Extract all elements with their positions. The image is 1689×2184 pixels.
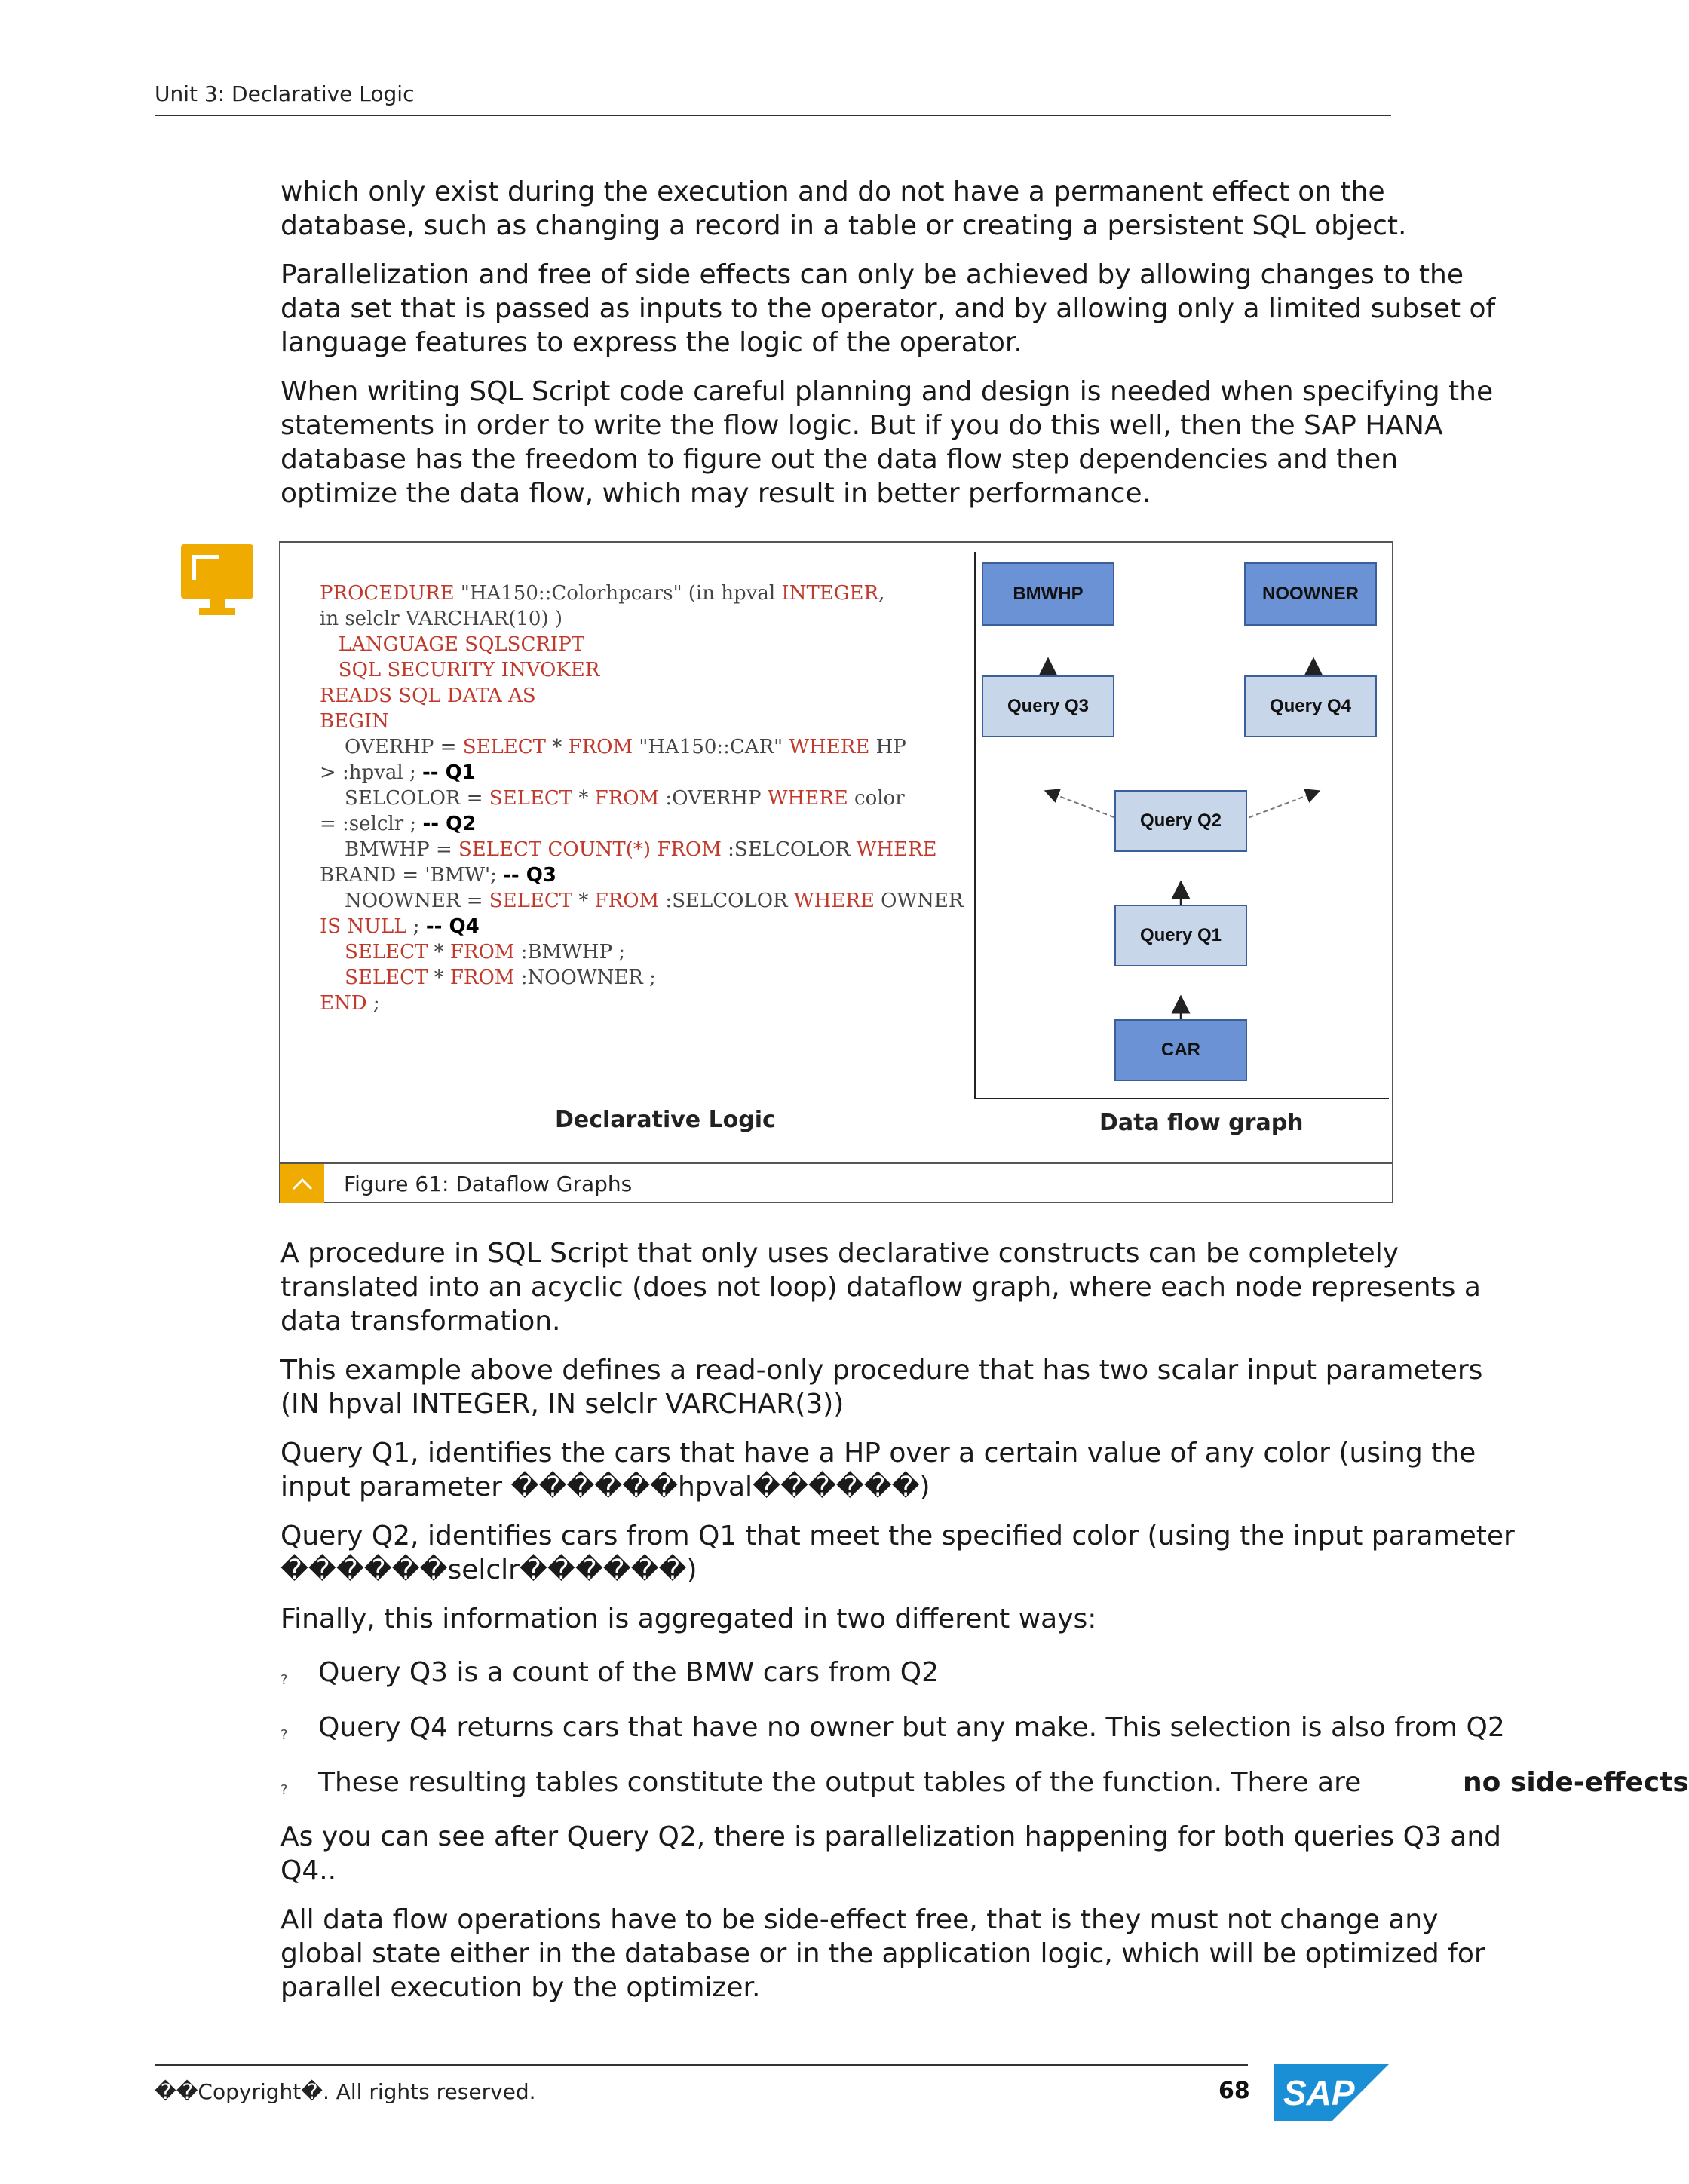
- closing-text: [280, 1820, 1517, 2020]
- node-query-q1: Query Q1: [1114, 905, 1247, 966]
- bullet-text: Query Q4 returns cars that have no owner but any make. This selection is also from Q2: [318, 1712, 1505, 1743]
- node-car: CAR: [1114, 1019, 1247, 1081]
- sap-logo-text: SAP: [1283, 2073, 1355, 2112]
- paragraph: A procedure in SQL Script that only uses declarative constructs can be completely translated into an acyclic (does not loop) dataflow graph, where each node represents a data transformation.: [280, 1238, 1481, 1337]
- chevron-up-icon: [292, 1177, 313, 1190]
- declarative-logic-label: Declarative Logic: [555, 1107, 776, 1133]
- node-query-q3: Query Q3: [982, 675, 1114, 737]
- collapse-caption-button[interactable]: [280, 1164, 324, 1203]
- paragraph: As you can see after Query Q2, there is parallelization happening for both queries Q3 and Q4..: [280, 1821, 1502, 1886]
- bullet-bold-text: no side-effects: [1463, 1767, 1689, 1798]
- node-noowner: NOOWNER: [1244, 562, 1377, 626]
- explanation-text: [280, 1236, 1517, 1651]
- bullet-mark: ?: [280, 1672, 288, 1688]
- paragraph: When writing SQL Script code careful planning and design is needed when specifying the statements in order to write the flow logic. But if you do this well, then the SAP HANA database has the freedom to figure out the data flow step dependencies and then optimize the data flow, which may result in better performance.: [280, 376, 1494, 509]
- paragraph: All data flow operations have to be side-effect free, that is they must not change any global state either in the database or in the application logic, which will be optimized for parallel execution by the optimizer.: [280, 1904, 1485, 2003]
- paragraph: Query Q2, identifies cars from Q1 that meet the specified color (using the input parameter ������selclr������): [280, 1521, 1515, 1585]
- running-header: Unit 3: Declarative Logic: [155, 81, 415, 106]
- monitor-icon: [181, 544, 253, 617]
- header-rule: [155, 115, 1391, 116]
- figure-dataflow-graphs: [279, 541, 1393, 1203]
- node-query-q2: Query Q2: [1114, 790, 1247, 852]
- intro-text: [280, 175, 1517, 525]
- paragraph: Parallelization and free of side effects can only be achieved by allowing changes to the data set that is passed as inputs to the operator, and by allowing only a limited subset of language features to express the logic of the operator.: [280, 259, 1496, 358]
- page-number: 68: [1218, 2078, 1250, 2104]
- figure-caption-bar: [280, 1162, 1392, 1203]
- sap-logo: [1274, 2064, 1389, 2121]
- bullet-mark: ?: [280, 1727, 288, 1743]
- bullet-text: Query Q3 is a count of the BMW cars from Q2: [318, 1657, 940, 1688]
- dataflow-graph: [974, 552, 1389, 1099]
- node-query-q4: Query Q4: [1244, 675, 1377, 737]
- paragraph: This example above defines a read-only procedure that has two scalar input parameters (IN hpval INTEGER, IN selclr VARCHAR(3)): [280, 1355, 1483, 1420]
- bullet-text: These resulting tables constitute the output tables of the function. There are: [318, 1767, 1362, 1798]
- list-item: [280, 1656, 1517, 1711]
- copyright-notice: ��Copyright�. All rights reserved.: [155, 2079, 536, 2104]
- figure-caption: Figure 61: Dataflow Graphs: [344, 1172, 633, 1196]
- paragraph: Query Q1, identifies the cars that have a HP over a certain value of any color (using the input parameter ������hpval������): [280, 1438, 1476, 1502]
- data-flow-graph-label: Data flow graph: [1099, 1110, 1304, 1136]
- footer-rule: [155, 2064, 1248, 2066]
- node-bmwhp: BMWHP: [982, 562, 1114, 626]
- bullet-list: [280, 1656, 1689, 1821]
- paragraph: which only exist during the execution and do not have a permanent effect on the database, such as changing a record in a table or creating a persistent SQL object.: [280, 176, 1407, 241]
- bullet-mark: ?: [280, 1782, 288, 1798]
- list-item: [280, 1711, 1517, 1766]
- code-keyword: PROCEDURE: [320, 582, 455, 605]
- code-block: PROCEDURE "HA150::Colorhpcars" (in hpval INTEGER, in selclr VARCHAR(10) ) LANGUAGE SQLSCRIPT SQL SECURITY INVOKER READS SQL DATA AS BEGIN OVERHP = SELECT * FROM "HA150::CAR" WHERE HP > :hpval ; -- Q1 SELCOLOR = SELECT * FROM :OVERHP WHERE color = :selclr ; -- Q2 BMWHP = SELECT COUNT(*) FROM :SELCOLOR WHERE BRAND = 'BMW'; -- Q3 NOOWNER = SELECT * FROM :SELCOLOR WHERE OWNER IS NULL ; -- Q4 SELECT * FROM :BMWHP ; SELECT * FROM :NOOWNER ; END ;: [320, 582, 964, 1015]
- paragraph: Finally, this information is aggregated in two different ways:: [280, 1604, 1097, 1634]
- list-item: [280, 1766, 1689, 1821]
